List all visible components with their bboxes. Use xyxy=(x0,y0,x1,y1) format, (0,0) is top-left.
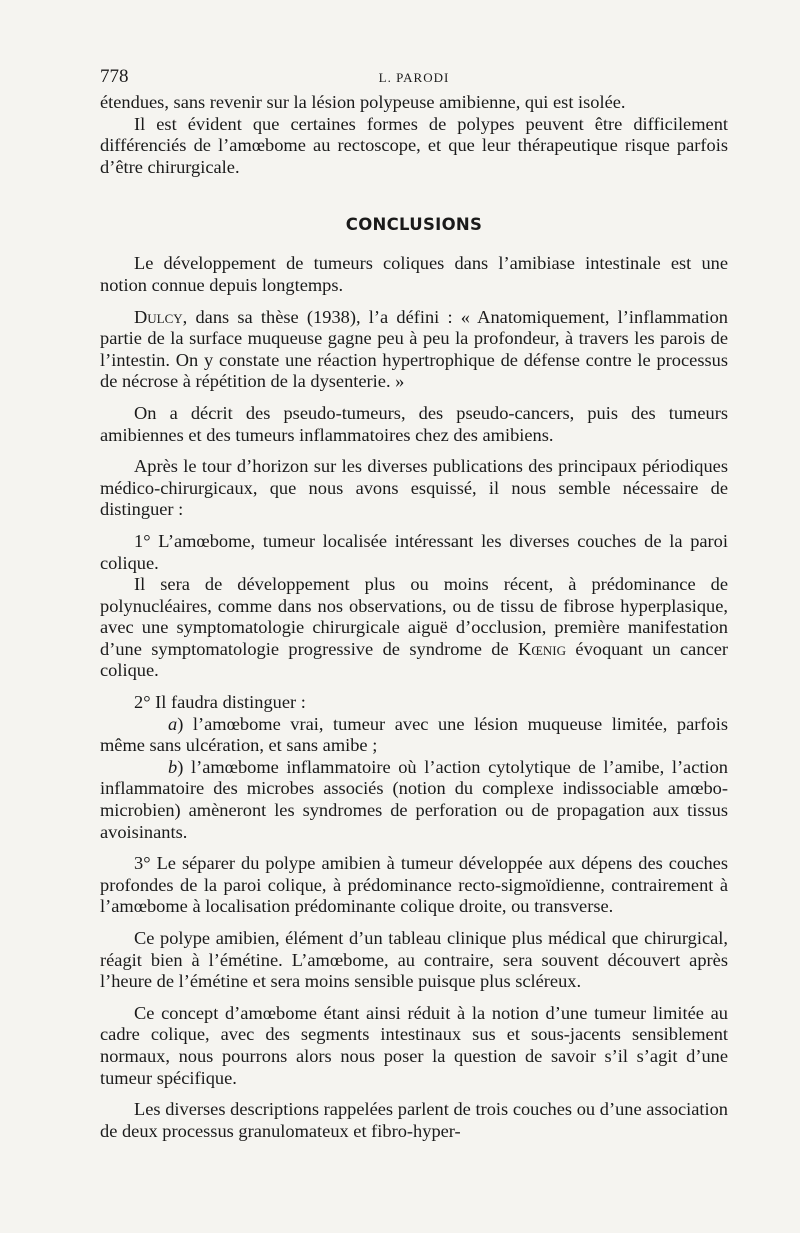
page xyxy=(100,58,728,1142)
item-2a-text: ) l’amœbome vrai, tumeur avec une lésion muqueuse limitée, parfois même sans ulcération, et sans amibe ; xyxy=(100,713,728,756)
page-number: 778 xyxy=(100,66,129,87)
item-number-3: 3° xyxy=(134,853,151,874)
intro-paragraph-2: Il est évident que certaines formes de polypes peuvent être difficilement différenciés de l’amœbome au rectoscope, et que leur thérapeutique risque parfois d’être chirurgicale. xyxy=(100,113,728,177)
paragraph-p3: On a décrit des pseudo-tumeurs, des pseudo-cancers, puis des tumeurs amibiennes et des tumeurs inflammatoires chez des amibiens. xyxy=(100,402,728,445)
author-name-koenig: Kœnig xyxy=(518,638,566,659)
paragraph-p4: Après le tour d’horizon sur les diverses publications des principaux périodiques médico-chirurgicaux, que nous avons esquissé, il nous semble nécessaire de distinguer : xyxy=(100,456,728,520)
item-1-text: L’amœbome, tumeur localisée intéressant les diverses couches de la paroi colique. xyxy=(100,530,728,573)
item-2b-text: ) l’amœbome inflammatoire où l’action cytolytique de l’amibe, l’action inflammatoire des microbes associés (notion du complexe indissociable amœbo-microbien) amèneront les syndromes de perforation ou de propagation aux tissus avoisinants. xyxy=(100,756,728,842)
list-item-2 xyxy=(100,692,728,714)
page-header xyxy=(100,58,728,92)
paragraph-p2-text: , dans sa thèse (1938), l’a défini : « Anatomiquement, l’inflammation partie de la surface muqueuse gagne peu à peu la profondeur, à travers les parois de l’intestin. On y constate une réaction hypertrophique de défense contre le processus de nécrose à répétition de la dysenterie. » xyxy=(100,306,728,392)
item-2a-letter: a xyxy=(168,713,178,734)
list-item-1-body xyxy=(100,574,728,682)
list-item-2a xyxy=(100,714,728,757)
paragraph-p5: Ce polype amibien, élément d’un tableau clinique plus médical que chirurgical, réagit bien à l’émétine. L’amœbome, au contraire, sera souvent découvert après l’heure de l’émétine et sera moins sensible puisque plus scléreux. xyxy=(100,928,728,992)
list-item-1 xyxy=(100,531,728,574)
author-name-dulcy: Dulcy xyxy=(134,306,183,327)
paragraph-p7: Les diverses descriptions rappelées parlent de trois couches ou d’une association de deux processus granulomateux et fibro-hyper- xyxy=(100,1099,728,1141)
running-head: L. PARODI xyxy=(378,70,450,85)
item-1-body-end: évoquant un cancer colique. xyxy=(100,638,728,681)
paragraph-p2 xyxy=(100,307,728,393)
item-2-text: Il faudra distinguer : xyxy=(155,692,306,713)
list-item-2b xyxy=(100,757,728,843)
item-1-body-start: Il sera de développement plus ou moins récent, à prédominance de polynucléaires, comme dans nos observations, ou de tissu de fibrose hyperplasique, avec une symptomatologie chirurgicale aiguë d’occlusion, première manifestation d’une symptomatologie progressive de syndrome de xyxy=(100,574,728,659)
item-number-2: 2° xyxy=(134,692,151,713)
item-3-text: Le séparer du polype amibien à tumeur développée aux dépens des couches profondes de la paroi colique, à prédominance recto-sigmoïdienne, contrairement à l’amœbome à localisation prédominante colique droite, ou transverse. xyxy=(100,853,728,917)
list-item-3 xyxy=(100,853,728,918)
section-title: CONCLUSIONS xyxy=(345,215,483,235)
intro-paragraph-1: étendues, sans revenir sur la lésion polypeuse amibienne, qui est isolée. xyxy=(100,92,626,112)
item-number-1: 1° xyxy=(134,530,151,551)
item-2b-letter: b xyxy=(168,756,178,777)
paragraph-p1: Le développement de tumeurs coliques dans l’amibiase intestinale est une notion connue depuis longtemps. xyxy=(100,253,728,295)
paragraph-p6: Ce concept d’amœbome étant ainsi réduit à la notion d’une tumeur limitée au cadre colique, avec des segments intestinaux sus et sous-jacents sensiblement normaux, nous pourrons alors nous poser la question de savoir s’il s’agit d’une tumeur spécifique. xyxy=(100,1002,728,1088)
